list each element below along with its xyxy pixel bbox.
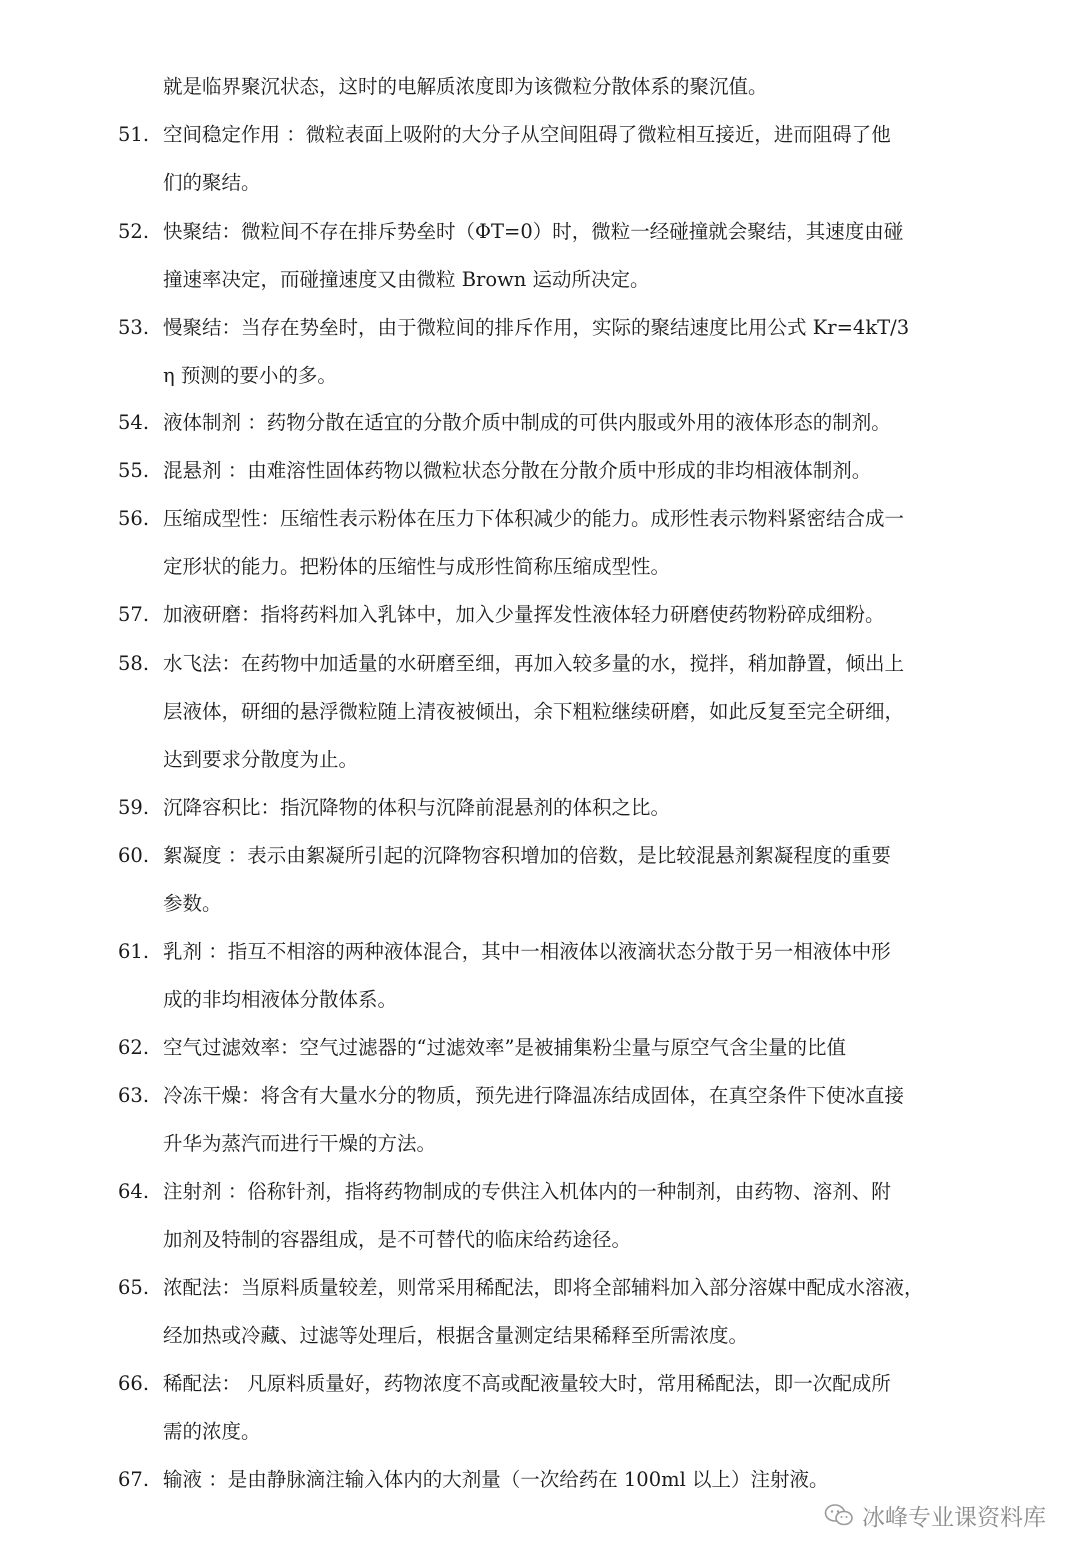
item-number: 60. bbox=[118, 844, 150, 867]
wechat-icon bbox=[824, 1503, 854, 1527]
item-text-line: 成的非均相液体分散体系。 bbox=[163, 988, 398, 1011]
item-text-line: 达到要求分散度为止。 bbox=[163, 748, 359, 771]
item-text-line: 们的聚结。 bbox=[163, 171, 261, 194]
item-number: 62. bbox=[118, 1036, 150, 1059]
item-text-line: 空间稳定作用 ：微粒表面上吸附的大分子从空间阻碍了微粒相互接近，进而阻碍了他 bbox=[163, 123, 891, 146]
item-number: 59. bbox=[118, 796, 150, 819]
item-text-line: 冷冻干燥：将含有大量水分的物质，预先进行降温冻结成固体，在真空条件下使冰直接 bbox=[163, 1084, 905, 1107]
item-number: 65. bbox=[118, 1276, 150, 1299]
item-text-line: 需的浓度。 bbox=[163, 1420, 261, 1443]
item-text-line: 就是临界聚沉状态，这时的电解质浓度即为该微粒分散体系的聚沉值。 bbox=[163, 75, 768, 98]
item-number: 55. bbox=[118, 459, 150, 482]
item-text-line: 空气过滤效率：空气过滤器的“过滤效率”是被捕集粉尘量与原空气含尘量的比值 bbox=[163, 1036, 846, 1059]
item-text-line: 混悬剂 ：由难溶性固体药物以微粒状态分散在分散介质中形成的非均相液体制剂。 bbox=[163, 459, 872, 482]
item-number: 67. bbox=[118, 1468, 150, 1491]
item-text-line: 沉降容积比：指沉降物的体积与沉降前混悬剂的体积之比。 bbox=[163, 796, 671, 819]
item-number: 56. bbox=[118, 507, 150, 530]
item-number: 51. bbox=[118, 123, 150, 146]
item-text-line: 加液研磨：指将药料加入乳钵中，加入少量挥发性液体轻力研磨使药物粉碎成细粉。 bbox=[163, 603, 885, 626]
item-text-line: 快聚结：微粒间不存在排斥势垒时（ΦT=0）时，微粒一经碰撞就会聚结，其速度由碰 bbox=[163, 220, 904, 243]
item-text-line: 输液 ：是由静脉滴注输入体内的大剂量（一次给药在 100ml 以上）注射液。 bbox=[163, 1468, 829, 1491]
item-text-line: η 预测的要小的多。 bbox=[163, 364, 337, 387]
item-text-line: 升华为蒸汽而进行干燥的方法。 bbox=[163, 1132, 437, 1155]
item-text-line: 液体制剂 ：药物分散在适宜的分散介质中制成的可供内服或外用的液体形态的制剂。 bbox=[163, 411, 891, 434]
item-text-line: 定形状的能力。把粉体的压缩性与成形性简称压缩成型性。 bbox=[163, 555, 671, 578]
item-text-line: 乳剂 ：指互不相溶的两种液体混合，其中一相液体以液滴状态分散于另一相液体中形 bbox=[163, 940, 891, 963]
item-text-line: 参数。 bbox=[163, 892, 222, 915]
item-number: 58. bbox=[118, 652, 150, 675]
item-text-line: 浓配法：当原料质量较差，则常采用稀配法，即将全部辅料加入部分溶媒中配成水溶液， bbox=[163, 1276, 924, 1299]
item-number: 53. bbox=[118, 316, 150, 339]
item-number: 54. bbox=[118, 411, 150, 434]
item-text-line: 撞速率决定，而碰撞速度又由微粒 Brown 运动所决定。 bbox=[163, 268, 650, 291]
item-text-line: 注射剂 ：俗称针剂，指将药物制成的专供注入机体内的一种制剂，由药物、溶剂、附 bbox=[163, 1180, 891, 1203]
item-text-line: 压缩成型性：压缩性表示粉体在压力下体积减少的能力。成形性表示物料紧密结合成一 bbox=[163, 507, 905, 530]
item-number: 52. bbox=[118, 220, 150, 243]
item-text-line: 稀配法： 凡原料质量好，药物浓度不高或配液量较大时，常用稀配法，即一次配成所 bbox=[163, 1372, 891, 1395]
watermark bbox=[824, 1497, 1046, 1533]
item-number: 64. bbox=[118, 1180, 150, 1203]
item-text-line: 水飞法：在药物中加适量的水研磨至细，再加入较多量的水，搅拌，稍加静置，倾出上 bbox=[163, 652, 905, 675]
item-text-line: 絮凝度 ：表示由絮凝所引起的沉降物容积增加的倍数，是比较混悬剂絮凝程度的重要 bbox=[163, 844, 891, 867]
item-number: 57. bbox=[118, 603, 150, 626]
item-text-line: 加剂及特制的容器组成，是不可替代的临床给药途径。 bbox=[163, 1228, 632, 1251]
item-text-line: 层液体，研细的悬浮微粒随上清夜被倾出，余下粗粒继续研磨，如此反复至完全研细， bbox=[163, 700, 905, 723]
item-number: 63. bbox=[118, 1084, 150, 1107]
item-number: 61. bbox=[118, 940, 150, 963]
item-text-line: 经加热或冷藏、过滤等处理后，根据含量测定结果稀释至所需浓度。 bbox=[163, 1324, 749, 1347]
item-number: 66. bbox=[118, 1372, 150, 1395]
item-text-line: 慢聚结：当存在势垒时，由于微粒间的排斥作用，实际的聚结速度比用公式 Kr=4kT/3 bbox=[163, 316, 910, 339]
watermark-text: 冰峰专业课资料库 bbox=[862, 1504, 1046, 1531]
